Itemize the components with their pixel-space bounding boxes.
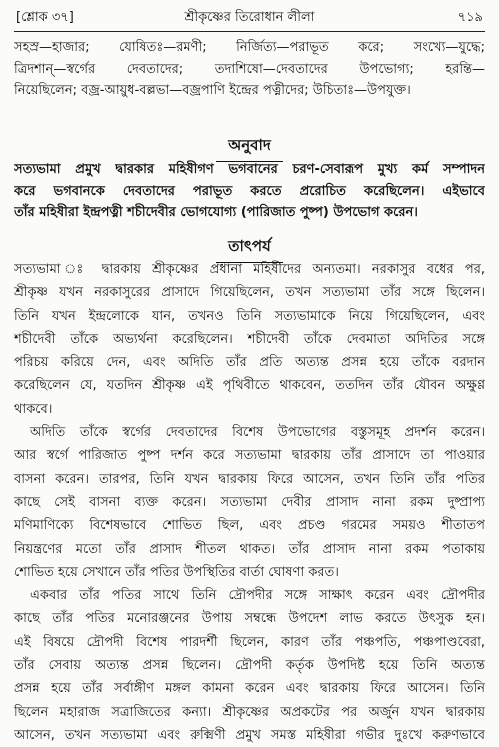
purport-line: একবার তাঁর পতির সাথে তিনি দ্রৌপদীর সঙ্গে সাক্ষাৎ করেন এবং দ্রৌপদীর <box>30 588 485 604</box>
translation-text <box>14 159 485 224</box>
purport-line: শ্রীকৃষ্ণ যখন নরকাসুরের প্রাসাদে গিয়েছিলেন, তখন সত্যভামা তাঁর সঙ্গে ছিলেন। <box>14 285 485 301</box>
purport-line: বাসনা করেন। তারপর, তিনি যখন দ্বারকায় ফিরে আসেন, তখন তিনি তাঁর পতির <box>14 471 485 487</box>
word-meanings-line: নিয়েছিলেন; বজ্র-আয়ুধ-বল্লভা—বজ্রপাণি ইন্দ্রের পত্নীদের; উচিতাঃ—উপযুক্ত। <box>14 83 411 98</box>
verse-reference: [শ্লোক ৩৭] <box>16 10 74 25</box>
translation-heading <box>0 134 499 162</box>
purport-line: প্রসন্ন হয়ে তাঁর সর্বাঙ্গীণ মঙ্গল কামনা করেন এবং দ্বারকায় ফিরে আসেন। তিনি <box>14 681 485 697</box>
word-meanings-line: ত্রিদশান্—স্বর্গের দেবতাদের; তদাশিষো—দেবতাদের উপভোগ্য; হরন্তি— <box>14 61 485 77</box>
chapter-title: শ্রীকৃষ্ণের তিরোধান লীলা <box>184 10 315 25</box>
translation-line: সত্যভামা প্রমুখ দ্বারকার মহিষীগণ ভগবানের চরণ-সেবারূপ মুখ্য কর্ম সম্পাদন <box>14 162 485 177</box>
word-meanings-line: সহস্র—হাজার; যোষিতঃ—রমণী; নির্জিত্য—পরাভূত করে; সংখ্যে—যুদ্ধে; <box>14 40 485 55</box>
header-rule <box>14 31 485 32</box>
purport-line: তাঁর সেবায় অত্যন্ত প্রসন্ন ছিলেন। দ্রৌপদী কর্তৃক উপদিষ্ট হয়ে তিনি অত্যন্ত <box>14 658 485 674</box>
word-meanings <box>14 37 485 102</box>
purport-line: আর স্বর্গে পারিজাত পুষ্প দর্শন করে সত্যভামা দ্বারকায় তাঁর প্রাসাদে তা পাওয়ার <box>14 448 485 464</box>
purport-line: করেছিলেন যে, যতদিন শ্রীকৃষ্ণ এই পৃথিবীতে থাকবেন, ততদিন তাঁর যৌবন অক্ষুণ্ণ <box>14 378 485 394</box>
purport-heading-text: তাৎপর্য <box>216 235 282 263</box>
purport-line: থাকবে। <box>14 401 53 417</box>
purport-line: এই বিষয়ে দ্রৌপদী বিশেষ পারদর্শী ছিলেন, কারণ তাঁর পঞ্চপতি, পঞ্চপাণ্ডবেরা, <box>14 634 485 650</box>
page-number: ৭১৯ <box>457 10 483 25</box>
purport-line: আসেন, তখন সত্যভামা এবং রুক্মিণী প্রমুখ সমস্ত মহিষীরা গভীর দুঃখে করুণভাবে <box>14 727 485 743</box>
purport-line: কাছে সেই বাসনা ব্যক্ত করেন। সত্যভামা দেবীর প্রাসাদ নানা রকম দুষ্প্রাপ্য <box>14 494 485 510</box>
translation-line: তাঁর মহিষীরা ইন্দ্রপত্নী শচীদেবীর ভোগযোগ্য (পারিজাত পুষ্প) উপভোগ করেন। <box>14 205 418 220</box>
purport-line: মণিমাণিক্যে বিশেষভাবে শোভিত ছিল, এবং প্রচণ্ড গরমের সময়ও শীতাতপ <box>14 518 485 534</box>
purport-text <box>14 258 485 747</box>
purport-line: শোভিত হয়ে সেখানে তাঁর পতির উপস্থিতির বার্তা ঘোষণা করত। <box>14 564 339 580</box>
purport-line: শচীদেবী তাঁকে অভ্যর্থনা করেছিলেন। শচীদেবী তাঁকে দেবমাতা অদিতির সঙ্গে <box>14 331 485 347</box>
purport-line: অদিতি তাঁকে স্বর্গের দেবতাদের বিশেষ উপভোগের বস্তুসমূহ প্রদর্শন করেন। <box>30 425 485 441</box>
purport-line: ছিলেন মহারাজ সত্রাজিতের কন্যা। শ্রীকৃষ্ণের অপ্রকটের পর অর্জুন যখন দ্বারকায় <box>14 704 485 720</box>
purport-line: পরিচয় করিয়ে দেন, এবং অদিতি তাঁর প্রতি অত্যন্ত প্রসন্ন হয়ে তাঁকে বরদান <box>14 355 485 371</box>
purport-line: তিনি যখন ইন্দ্রলোকে যান, তখনও তিনি সত্যভামাকে নিয়ে গিয়েছিলেন, এবং <box>14 308 485 324</box>
purport-line: সত্যভামা ঃ দ্বারকায় শ্রীকৃষ্ণের প্রধানা মহিষীদের অন্যতমা। নরকাসুর বধের পর, <box>14 262 485 277</box>
purport-line: কাছে তাঁর পতির মনোরঞ্জনের উপায় সম্বন্ধে উপদেশ লাভ করতে উৎসুক হন। <box>14 611 485 627</box>
running-header <box>16 8 483 30</box>
translation-heading-text: অনুবাদ <box>216 134 283 162</box>
purport-line: নিয়ন্ত্রণের মতো তাঁর প্রাসাদ শীতল থাকত। তাঁর প্রাসাদ নানা রকম পতাকায় <box>14 541 485 557</box>
translation-line: করে ভগবানকে দেবতাদের পরাভূত করতে প্ররোচিত করেছিলেন। এইভাবে <box>14 183 485 199</box>
